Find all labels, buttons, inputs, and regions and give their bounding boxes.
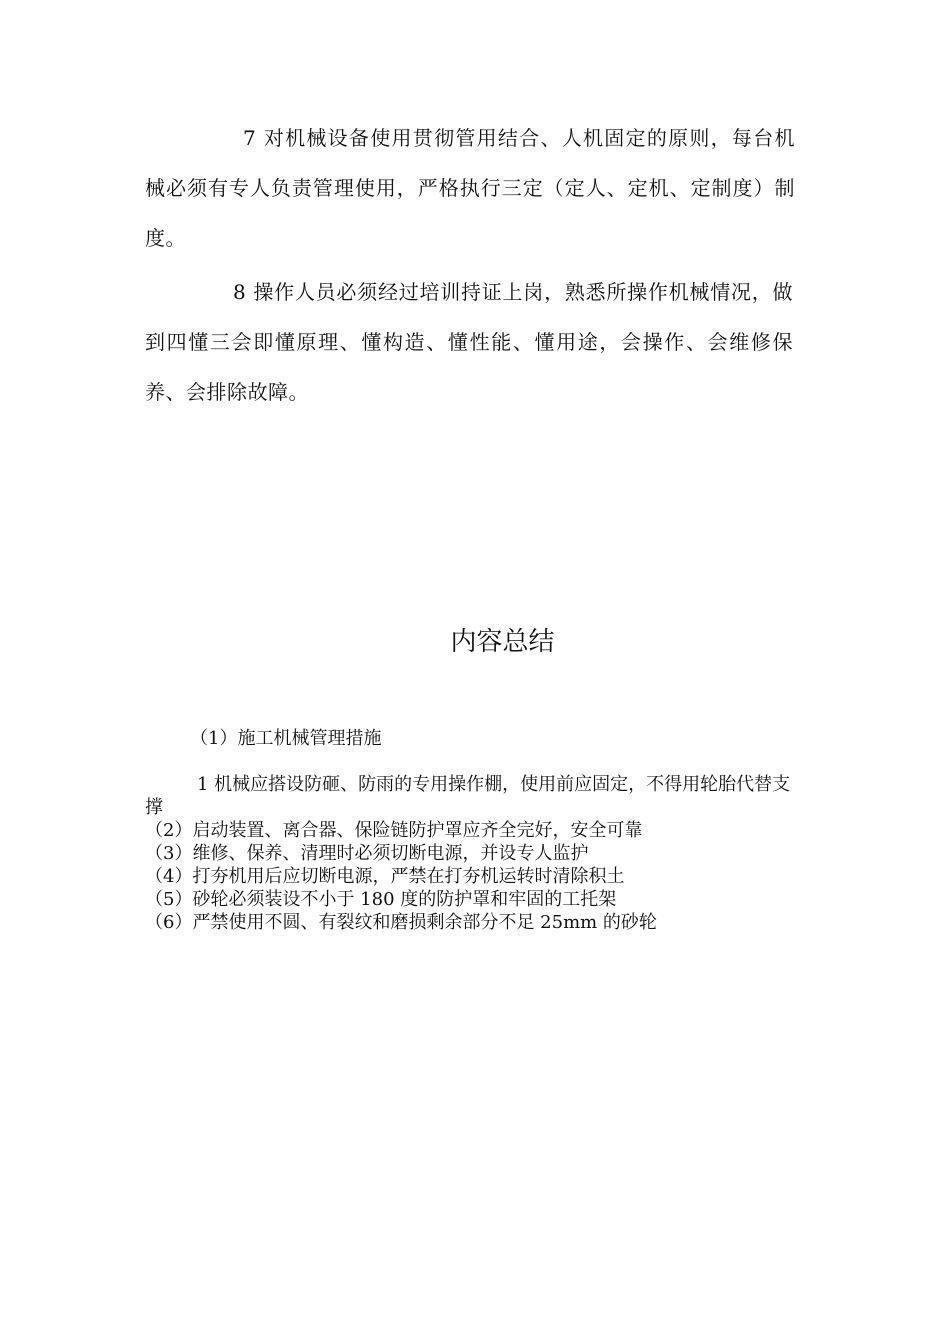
paragraph-8: 8 操作人员必须经过培训持证上岗，熟悉所操作机械情况，做到四懂三会即懂原理、懂构造、懂性能、懂用途，会操作、会维修保养、会排除故障。 [145, 280, 793, 404]
summary-title: 内容总结 [450, 627, 555, 657]
summary-item-6: （6）严禁使用不圆、有裂纹和磨损剩余部分不足 25mm 的砂轮 [145, 912, 657, 933]
paragraph-7: 7 对机械设备使用贯彻管用结合、人机固定的原则，每台机械必须有专人负责管理使用，严格执行三定（定人、定机、定制度）制度。 [145, 126, 795, 250]
section-heading: （1）施工机械管理措施 [190, 728, 382, 749]
summary-item-4: （4）打夯机用后应切断电源，严禁在打夯机运转时清除积土 [145, 866, 625, 887]
summary-item-2: （2）启动装置、离合器、保险链防护罩应齐全完好，安全可靠 [145, 820, 643, 841]
summary-item-3: （3）维修、保养、清理时必须切断电源，并设专人监护 [145, 843, 589, 864]
summary-block [145, 773, 795, 934]
summary-item-1: 1 机械应搭设防砸、防雨的专用操作棚，使用前应固定，不得用轮胎代替支撑 [145, 774, 791, 818]
summary-item-5: （5）砂轮必须装设不小于 180 度的防护罩和牢固的工托架 [145, 889, 617, 910]
summary-list [145, 819, 795, 934]
